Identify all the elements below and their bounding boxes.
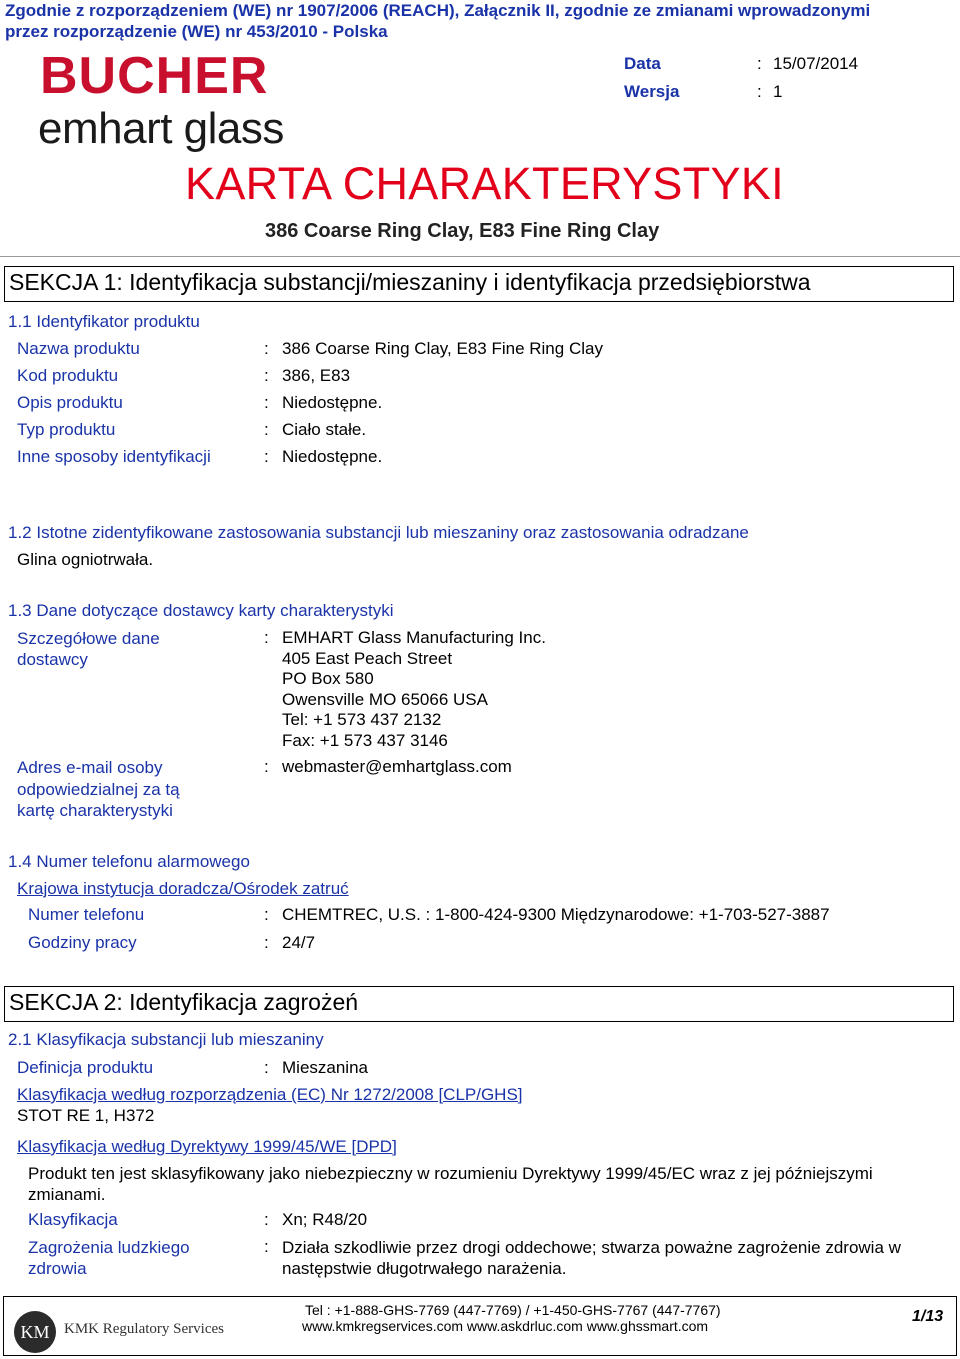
email-label-line-3: kartę charakterystyki xyxy=(17,801,173,820)
supplier-line: PO Box 580 xyxy=(282,669,374,688)
other-identification-label: Inne sposoby identyfikacji xyxy=(17,447,211,466)
document-title: KARTA CHARAKTERYSTYKI xyxy=(185,158,784,209)
product-description-label: Opis produktu xyxy=(17,393,123,412)
supplier-address xyxy=(282,628,546,751)
classification-label: Klasyfikacja xyxy=(28,1210,118,1229)
section-2-heading xyxy=(4,986,954,1022)
colon: : xyxy=(264,628,269,647)
identified-use-value: Glina ogniotrwała. xyxy=(17,550,154,569)
date-colon: : xyxy=(757,54,762,73)
subsection-1-3-heading: 1.3 Dane dotyczące dostawcy karty charakterystyki xyxy=(8,601,394,620)
header-divider xyxy=(0,256,960,257)
dpd-text-line-1: Produkt ten jest sklasyfikowany jako niebezpieczny w rozumieniu Dyrektywy 1999/45/EC wraz z jej późniejszymi xyxy=(28,1164,873,1183)
hazard-value-line-2: następstwie długotrwałego narażenia. xyxy=(282,1259,567,1278)
supplier-line: Fax: +1 573 437 3146 xyxy=(282,730,448,750)
section-2-title: SEKCJA 2: Identyfikacja zagrożeń xyxy=(9,989,359,1015)
product-code-value: 386, E83 xyxy=(282,366,351,385)
human-health-hazard-label xyxy=(28,1237,190,1279)
colon: : xyxy=(264,420,269,439)
phone-number-label: Numer telefonu xyxy=(28,905,145,924)
product-type-label: Typ produktu xyxy=(17,420,116,439)
subsection-1-4-heading: 1.4 Numer telefonu alarmowego xyxy=(8,852,250,871)
supplier-line: 405 East Peach Street xyxy=(282,648,453,668)
product-definition-value: Mieszanina xyxy=(282,1058,368,1077)
hazard-label-line-2: zdrowia xyxy=(28,1259,87,1278)
colon: : xyxy=(264,393,269,412)
colon: : xyxy=(264,1210,269,1229)
email-label-line-2: odpowiedzialnej za tą xyxy=(17,779,180,799)
section-1-heading xyxy=(4,266,954,302)
human-health-hazard-value xyxy=(282,1237,901,1279)
section-1-title: SEKCJA 1: Identyfikacja substancji/mieszaniny i identyfikacja przedsiębiorstwa xyxy=(9,269,811,295)
product-name-label: Nazwa produktu xyxy=(17,339,140,358)
hazard-label-line-1: Zagrożenia ludzkiego xyxy=(28,1238,190,1257)
supplier-details-label-line-1: Szczegółowe dane xyxy=(17,629,160,648)
product-name-value: 386 Coarse Ring Clay, E83 Fine Ring Clay xyxy=(282,339,603,358)
regulation-line-2: przez rozporządzenie (WE) nr 453/2010 - Polska xyxy=(5,22,388,41)
subsection-1-1-heading: 1.1 Identyfikator produktu xyxy=(8,312,200,331)
hazard-value-line-1: Działa szkodliwie przez drogi oddechowe; stwarza poważne zagrożenie zdrowia w xyxy=(282,1238,901,1257)
version-colon: : xyxy=(757,82,762,101)
responsible-email-label xyxy=(17,757,180,822)
colon: : xyxy=(264,1237,269,1256)
kmk-company-name: KMK Regulatory Services xyxy=(64,1321,224,1337)
bucher-logo: BUCHER xyxy=(40,47,269,105)
subsection-2-1-heading: 2.1 Klasyfikacja substancji lub mieszaniny xyxy=(8,1030,324,1049)
dpd-text-line-2: zmianami. xyxy=(28,1184,106,1204)
colon: : xyxy=(264,339,269,358)
supplier-details-label-line-2: dostawcy xyxy=(17,650,88,669)
colon: : xyxy=(264,905,269,924)
subsection-1-2-heading: 1.2 Istotne zidentyfikowane zastosowania substancji lub mieszaniny oraz zastosowania odradzane xyxy=(8,523,749,542)
classification-value: Xn; R48/20 xyxy=(282,1210,368,1229)
supplier-details-label xyxy=(17,628,160,670)
clp-classification-value: STOT RE 1, H372 xyxy=(17,1106,155,1125)
emhart-glass-logo: emhart glass xyxy=(38,104,284,153)
regulation-line-1: Zgodnie z rozporządzeniem (WE) nr 1907/2006 (REACH), Załącznik II, zgodnie ze zmianami wprowadzonymi xyxy=(5,1,871,20)
version-value: 1 xyxy=(773,82,783,101)
colon: : xyxy=(264,933,269,952)
kmk-logo-mark: KM xyxy=(14,1311,56,1353)
colon: : xyxy=(264,447,269,466)
colon: : xyxy=(264,757,269,776)
footer-telephone: Tel : +1-888-GHS-7769 (447-7769) / +1-450-GHS-7767 (447-7767) xyxy=(305,1302,721,1318)
colon: : xyxy=(264,366,269,385)
supplier-line: Owensville MO 65066 USA xyxy=(282,689,488,709)
page-number: 1/13 xyxy=(912,1308,944,1325)
opening-hours-label: Godziny pracy xyxy=(28,933,137,952)
other-identification-value: Niedostępne. xyxy=(282,447,383,466)
colon: : xyxy=(264,1058,269,1077)
regulation-note xyxy=(5,0,955,42)
poison-center-heading: Krajowa instytucja doradcza/Ośrodek zatruć xyxy=(17,879,349,898)
dpd-classification-text xyxy=(28,1164,948,1205)
version-label: Wersja xyxy=(624,82,680,101)
opening-hours-value: 24/7 xyxy=(282,933,316,952)
product-code-label: Kod produktu xyxy=(17,366,119,385)
date-label: Data xyxy=(624,54,661,73)
date-value: 15/07/2014 xyxy=(773,54,859,73)
clp-classification-heading: Klasyfikacja według rozporządzenia (EC) Nr 1272/2008 [CLP/GHS] xyxy=(17,1085,523,1104)
supplier-line: Tel: +1 573 437 2132 xyxy=(282,710,442,729)
product-description-value: Niedostępne. xyxy=(282,393,383,412)
document-subtitle: 386 Coarse Ring Clay, E83 Fine Ring Clay xyxy=(265,220,660,242)
footer-websites[interactable]: www.kmkregservices.com www.askdrluc.com www.ghssmart.com xyxy=(302,1318,709,1334)
product-definition-label: Definicja produktu xyxy=(17,1058,154,1077)
email-link[interactable]: webmaster@emhartglass.com xyxy=(282,757,512,776)
phone-number-value: CHEMTREC, U.S. : 1-800-424-9300 Międzynarodowe: +1-703-527-3887 xyxy=(282,905,830,924)
email-label-line-1: Adres e-mail osoby xyxy=(17,758,163,777)
product-type-value: Ciało stałe. xyxy=(282,420,367,439)
dpd-classification-heading: Klasyfikacja według Dyrektywy 1999/45/WE [DPD] xyxy=(17,1137,397,1156)
supplier-line: EMHART Glass Manufacturing Inc. xyxy=(282,628,546,647)
